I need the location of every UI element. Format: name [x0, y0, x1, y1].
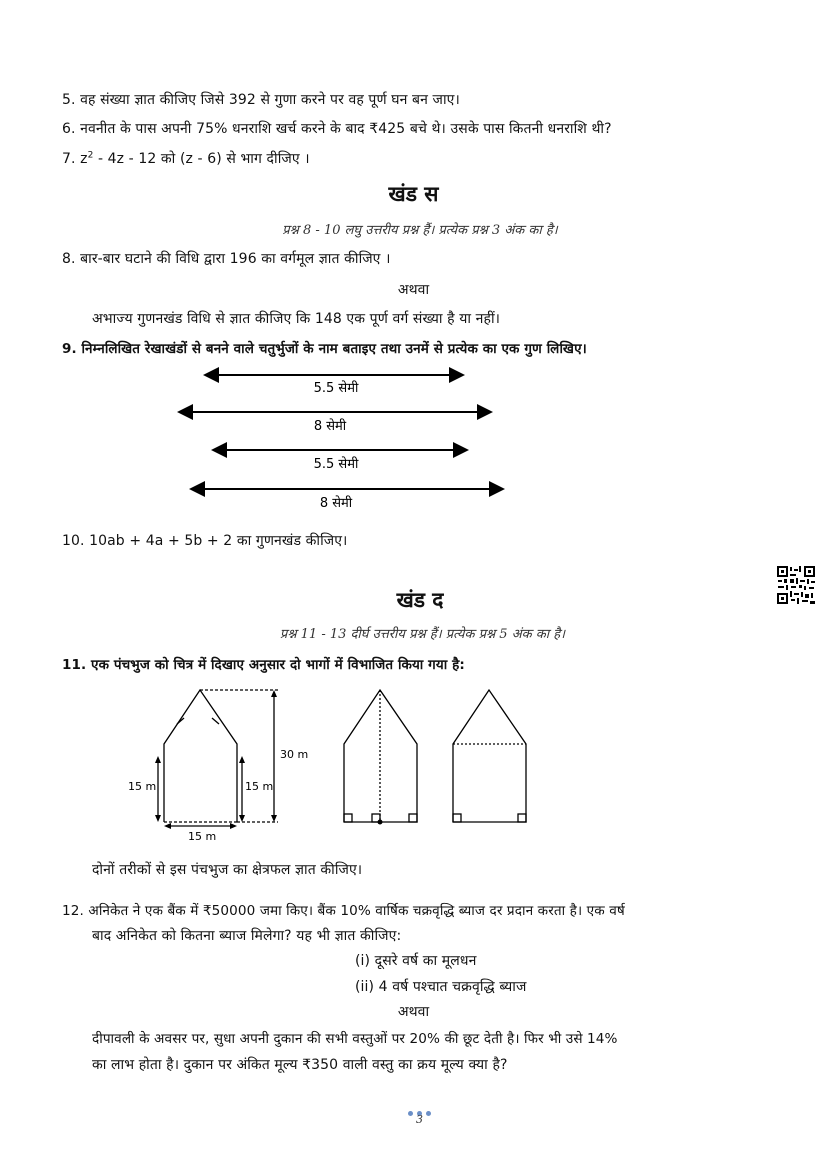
label-right-15m: 15 m	[245, 780, 274, 793]
question-9: 9. निम्नलिखित रेखाखंडों से बनने वाले चतुर्भुजों के नाम बताइए तथा उनमें से प्रत्येक का एक गुण लिखिए।	[62, 341, 587, 357]
pentagon-3-outline	[453, 690, 526, 822]
segment-4-label: 8 सेमी	[319, 496, 353, 511]
pentagon-2-base-point	[378, 820, 383, 825]
question-10: 10. 10ab + 4a + 5b + 2 का गुणनखंड कीजिए।	[62, 533, 348, 549]
pentagon-3-right-angle-1	[453, 814, 461, 822]
question-12-or: अथवा	[397, 1004, 430, 1020]
segment-3-label: 5.5 सेमी	[313, 457, 359, 472]
question-12-line-2: बाद अनिकेत को कितना ब्याज मिलेगा? यह भी ज्ञात कीजिए:	[92, 928, 402, 944]
label-base-15m: 15 m	[188, 830, 217, 843]
question-8-or: अथवा	[397, 282, 430, 298]
segment-1-label: 5.5 सेमी	[313, 381, 359, 396]
question-8-alternative: अभाज्य गुणनखंड विधि से ज्ञात कीजिए कि 148 एक पूर्ण वर्ग संख्या है या नहीं।	[92, 311, 501, 327]
question-7-rest: - 4z - 12 को (z - 6) से भाग दीजिए ।	[93, 151, 310, 167]
question-7-exponent: 2	[87, 150, 94, 161]
label-left-15m: 15 m	[128, 780, 157, 793]
question-11-tail: दोनों तरीकों से इस पंचभुज का क्षेत्रफल ज्ञात कीजिए।	[92, 862, 363, 878]
question-7	[62, 149, 310, 168]
section-c-title: खंड स	[388, 182, 439, 206]
question-12-line-1: 12. अनिकेत ने एक बैंक में ₹50000 जमा किए। बैंक 10% वार्षिक चक्रवृद्धि ब्याज दर प्रदान करता है। एक वर्ष	[62, 903, 625, 919]
page-number: 3	[416, 1113, 423, 1126]
section-c-note: प्रश्न 8 - 10 लघु उत्तरीय प्रश्न हैं। प्रत्येक प्रश्न 3 अंक का है।	[282, 223, 558, 238]
question-7-start: 7. z	[62, 151, 88, 167]
question-5: 5. वह संख्या ज्ञात कीजिए जिसे 392 से गुणा करने पर वह पूर्ण घन बन जाए।	[62, 92, 460, 108]
label-height-30m: 30 m	[280, 748, 309, 761]
pentagon-2-right-angle-3	[409, 814, 417, 822]
tick-mark-right	[212, 718, 219, 724]
section-d-title: खंड द	[396, 588, 444, 612]
pentagon-figure	[120, 680, 540, 845]
question-12-alternative-line-2: का लाभ होता है। दुकान पर अंकित मूल्य ₹350 वाली वस्तु का क्रय मूल्य क्या है?	[92, 1057, 508, 1073]
pentagon-2-right-angle-1	[344, 814, 352, 822]
section-d-note: प्रश्न 11 - 13 दीर्घ उत्तरीय प्रश्न हैं। प्रत्येक प्रश्न 5 अंक का है।	[279, 627, 566, 642]
question-6: 6. नवनीत के पास अपनी 75% धनराशि खर्च करने के बाद ₹425 बचे थे। उसके पास कितनी धनराशि थी?	[62, 121, 612, 137]
question-12-part-ii: (ii) 4 वर्ष पश्चात चक्रवृद्धि ब्याज	[355, 979, 527, 995]
segment-2-label: 8 सेमी	[313, 419, 347, 434]
pentagon-1-outline	[164, 690, 237, 822]
question-8: 8. बार-बार घटाने की विधि द्वारा 196 का वर्गमूल ज्ञात कीजिए ।	[62, 251, 391, 267]
line-segments-figure	[170, 365, 515, 515]
question-11: 11. एक पंचभुज को चित्र में दिखाए अनुसार दो भागों में विभाजित किया गया है:	[62, 657, 465, 673]
pentagon-3-right-angle-2	[518, 814, 526, 822]
question-12-alternative-line-1: दीपावली के अवसर पर, सुधा अपनी दुकान की सभी वस्तुओं पर 20% की छूट देती है। फिर भी उसे 14%	[92, 1031, 618, 1047]
question-12-part-i: (i) दूसरे वर्ष का मूलधन	[355, 953, 477, 969]
